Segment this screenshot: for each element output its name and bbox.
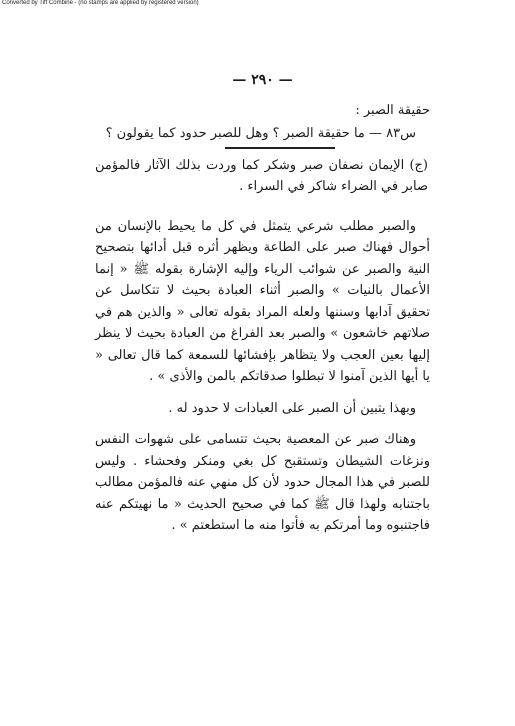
body-paragraph-2: وبهذا يتبين أن الصبر على العبادات لا حدود له . [168, 400, 416, 416]
answer-paragraph: (ج) الإيمان نصفان صبر وشكر كما وردت بذلك الآثار فالمؤمن صابر في الضراء شاكر في السراء . [95, 157, 428, 194]
divider-line [225, 147, 335, 149]
page-number: — ٢٩٠ — [232, 72, 293, 88]
section-heading: حقيقة الصبر : [355, 102, 430, 118]
book-page [95, 70, 430, 547]
body-paragraph-1: والصبر مطلب شرعي يتمثل في كل ما يحيط بالإنسان من أحوال فهناك صبر على الطاعة ويظهر أثره قبل أدائها بتصحيح النية والصبر عن شوائب الرياء وإليه الإشارة بقوله ﷺ « إنما الأعمال بالنيات » والصبر أثناء العبادة بحيث لا تتكاسل عن تحقيق آدابها وسننها ولعله المراد بقوله تعالى « والذين هم في صلاتهم خاشعون » والصبر بعد الفراغ من العبادة بحيث لا ينظر إليها بعين العجب ولا يتظاهر بإفشائها للسمعة كما قال تعالى « يا أيها الذين آمنوا لا تبطلوا صدقاتكم بالمن والأذى » . [95, 218, 430, 384]
watermark-text: Converted by Tiff Combine - (no stamps are applied by registered version) [2, 0, 199, 6]
body-paragraph-3: وهناك صبر عن المعصية بحيث تتسامى على شهوات النفس ونزغات الشيطان وتستقبح كل بغي ومنكر وفحشاء . وليس للصبر في هذا المجال حدود لأن كل منهي عنه فالمؤمن مطالب باجتنابه ولهذا قال ﷺ كما في صحيح الحديث « ما نهيتكم عنه فاجتنبوه وما أمرتكم به فأتوا منه ما استطعتم » . [95, 432, 430, 533]
question-text: س٨٣ — ما حقيقة الصبر ؟ وهل للصبر حدود كما يقولون ؟ [105, 126, 416, 141]
